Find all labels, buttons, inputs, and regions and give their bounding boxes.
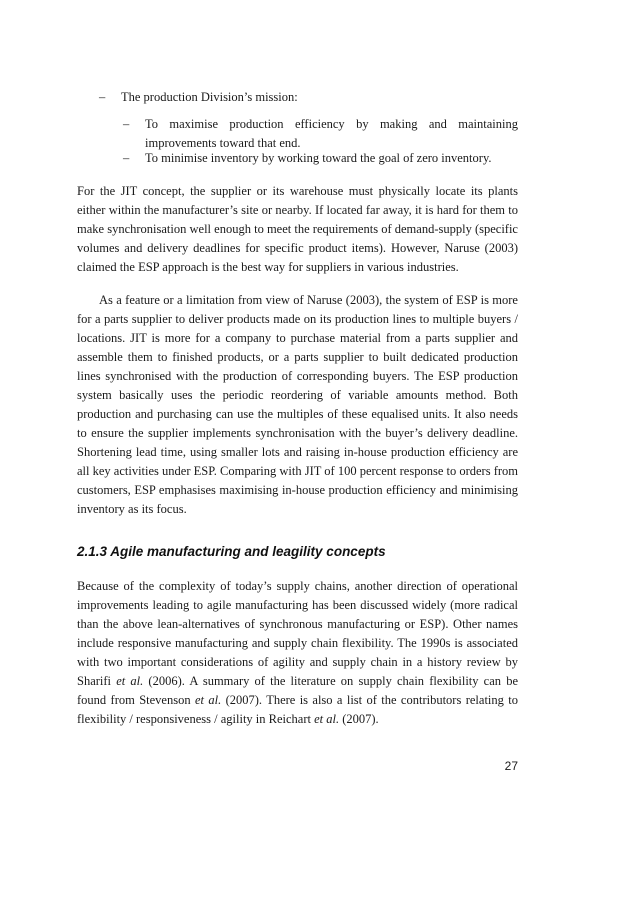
dash-bullet: – bbox=[123, 117, 130, 131]
paragraph-agile-text-1: Because of the complexity of today’s supply chains, another direction of operational improvements leading to agile manufacturing has been discussed widely (more radical than the above lean-alternatives of synchronous manufacturing or ESP). Other names include responsive manufacturing and supply chain flexibility. The 1990s is associated with two important considerations of agility and supply chain in a history review by Sharifi bbox=[77, 579, 518, 688]
citation-et-al: et al. bbox=[314, 712, 340, 726]
mission-item-text: To minimise inventory by working toward the goal of zero inventory. bbox=[145, 151, 492, 165]
dash-bullet: – bbox=[123, 151, 130, 165]
mission-item-efficiency bbox=[123, 115, 518, 153]
citation-et-al: et al. bbox=[116, 674, 144, 688]
paragraph-agile-text-4: (2007). bbox=[339, 712, 379, 726]
mission-heading: The production Division’s mission: bbox=[121, 90, 298, 104]
dash-bullet: – bbox=[99, 90, 106, 104]
mission-item-text: To maximise production efficiency by making and maintaining improvements toward that end. bbox=[145, 117, 518, 150]
paragraph-agile bbox=[77, 577, 518, 729]
paragraph-esp: As a feature or a limitation from view of Naruse (2003), the system of ESP is more for a parts supplier to deliver products made on its production lines to multiple buyers / locations. JIT is more for a company to purchase material from a parts supplier and assemble them to finished products, or a parts supplier to built dedicated production lines synchronised with the production of corresponding buyers. The ESP production system basically uses the periodic reordering of variable amounts method. Both production and purchasing can use the multiples of these equalised units. It also needs to ensure the supplier implements synchronisation with the buyer’s delivery deadline. Shortening lead time, using smaller lots and raising in-house production efficiency are all key activities under ESP. Comparing with JIT of 100 percent response to orders from customers, ESP emphasises maximising in-house production efficiency and minimising inventory as its focus. bbox=[77, 293, 518, 516]
paragraph-agile-text-3: (2007). There is also a list of the contributors relating to flexibility / responsiveness / agility in Reichart bbox=[77, 693, 518, 726]
mission-heading-item bbox=[99, 88, 518, 107]
page-number: 27 bbox=[504, 759, 518, 773]
mission-item-inventory bbox=[123, 149, 518, 168]
section-heading: 2.1.3 Agile manufacturing and leagility concepts bbox=[77, 544, 386, 559]
paragraph-agile-text-2: (2006). A summary of the literature on supply chain flexibility can be found from Stevenson bbox=[77, 674, 518, 707]
paragraph-jit: For the JIT concept, the supplier or its warehouse must physically locate its plants either within the manufacturer’s site or nearby. If located far away, it is hard for them to make synchronisation well enough to meet the requirements of demand-supply (specific volumes and delivery deadlines for specific product items). However, Naruse (2003) claimed the ESP approach is the best way for suppliers in various industries. bbox=[77, 184, 518, 274]
citation-et-al: et al. bbox=[194, 693, 222, 707]
